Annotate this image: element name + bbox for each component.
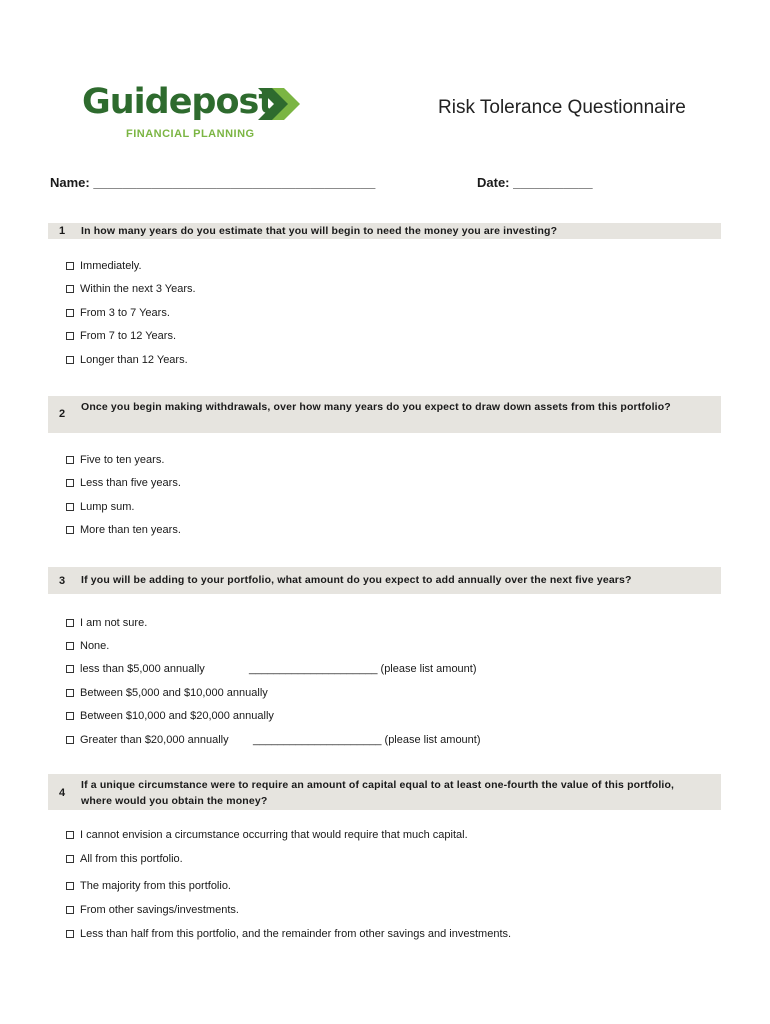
checkbox-icon[interactable] <box>66 619 74 627</box>
option-label: Between $10,000 and $20,000 annually <box>80 710 274 722</box>
question-4-header <box>48 774 721 810</box>
option-checkbox[interactable] <box>66 709 274 723</box>
option-label: Five to ten years. <box>80 454 165 466</box>
option-label: None. <box>80 640 110 652</box>
checkbox-icon[interactable] <box>66 665 74 673</box>
option-checkbox[interactable] <box>66 733 229 747</box>
checkbox-icon[interactable] <box>66 285 74 293</box>
checkbox-icon[interactable] <box>66 882 74 890</box>
checkbox-icon[interactable] <box>66 356 74 364</box>
option-label: From 7 to 12 Years. <box>80 330 176 342</box>
option-checkbox[interactable] <box>66 306 170 320</box>
amount-blank-field[interactable]: _____________________ (please list amount) <box>253 734 481 746</box>
option-label: Less than five years. <box>80 477 181 489</box>
option-checkbox[interactable] <box>66 476 181 490</box>
company-logo <box>80 80 300 146</box>
amount-blank-field[interactable]: _____________________ (please list amount) <box>249 663 477 675</box>
question-number: 4 <box>59 787 66 799</box>
checkbox-icon[interactable] <box>66 855 74 863</box>
option-label: less than $5,000 annually <box>80 663 205 675</box>
option-label: I am not sure. <box>80 617 148 629</box>
option-checkbox[interactable] <box>66 259 142 273</box>
question-text: If you will be adding to your portfolio, what amount do you expect to add annually over the next five years? <box>81 574 632 586</box>
question-number: 3 <box>59 575 66 587</box>
option-label: Between $5,000 and $10,000 annually <box>80 687 268 699</box>
option-checkbox[interactable] <box>66 927 511 941</box>
question-number: 1 <box>59 225 66 237</box>
checkbox-icon[interactable] <box>66 689 74 697</box>
checkbox-icon[interactable] <box>66 503 74 511</box>
option-checkbox[interactable] <box>66 616 147 630</box>
checkbox-icon[interactable] <box>66 479 74 487</box>
option-checkbox[interactable] <box>66 500 134 514</box>
question-text: In how many years do you estimate that you will begin to need the money you are investing? <box>81 225 558 237</box>
checkbox-icon[interactable] <box>66 332 74 340</box>
checkbox-icon[interactable] <box>66 309 74 317</box>
question-3-header <box>48 567 721 594</box>
question-text: Once you begin making withdrawals, over how many years do you expect to draw down assets from this portfolio? <box>81 401 671 413</box>
checkbox-icon[interactable] <box>66 642 74 650</box>
option-label: Immediately. <box>80 260 142 272</box>
option-checkbox[interactable] <box>66 639 109 653</box>
checkbox-icon[interactable] <box>66 526 74 534</box>
option-checkbox[interactable] <box>66 852 183 866</box>
checkbox-icon[interactable] <box>66 712 74 720</box>
option-label: Within the next 3 Years. <box>80 283 196 295</box>
name-field[interactable]: Name: _______________________________________ <box>50 175 376 190</box>
option-label: Longer than 12 Years. <box>80 354 188 366</box>
question-number: 2 <box>59 408 66 420</box>
option-checkbox[interactable] <box>66 662 205 676</box>
page-title: Risk Tolerance Questionnaire <box>438 97 686 118</box>
option-checkbox[interactable] <box>66 353 188 367</box>
option-label: The majority from this portfolio. <box>80 880 231 892</box>
option-label: Greater than $20,000 annually <box>80 734 229 746</box>
question-1-header <box>48 223 721 239</box>
option-checkbox[interactable] <box>66 523 181 537</box>
checkbox-icon[interactable] <box>66 930 74 938</box>
option-label: Less than half from this portfolio, and the remainder from other savings and investments. <box>80 928 512 940</box>
option-label: More than ten years. <box>80 524 181 536</box>
option-checkbox[interactable] <box>66 686 268 700</box>
option-checkbox[interactable] <box>66 879 231 893</box>
option-checkbox[interactable] <box>66 828 468 842</box>
checkbox-icon[interactable] <box>66 456 74 464</box>
logo-name: Guidepost <box>82 82 275 122</box>
option-checkbox[interactable] <box>66 453 164 467</box>
checkbox-icon[interactable] <box>66 906 74 914</box>
option-checkbox[interactable] <box>66 282 196 296</box>
option-label: I cannot envision a circumstance occurring that would require that much capital. <box>80 829 468 841</box>
date-field[interactable]: Date: ___________ <box>477 175 593 190</box>
checkbox-icon[interactable] <box>66 736 74 744</box>
checkbox-icon[interactable] <box>66 831 74 839</box>
option-checkbox[interactable] <box>66 903 239 917</box>
logo-subtitle: FINANCIAL PLANNING <box>126 128 255 140</box>
option-label: From 3 to 7 Years. <box>80 307 170 319</box>
option-label: Lump sum. <box>80 501 135 513</box>
question-text: If a unique circumstance were to require an amount of capital equal to at least one-fourth the value of this portfolio, where would you obtain the money? <box>81 779 675 807</box>
checkbox-icon[interactable] <box>66 262 74 270</box>
question-2-header <box>48 396 721 433</box>
option-label: All from this portfolio. <box>80 853 183 865</box>
option-checkbox[interactable] <box>66 329 176 343</box>
option-label: From other savings/investments. <box>80 904 239 916</box>
